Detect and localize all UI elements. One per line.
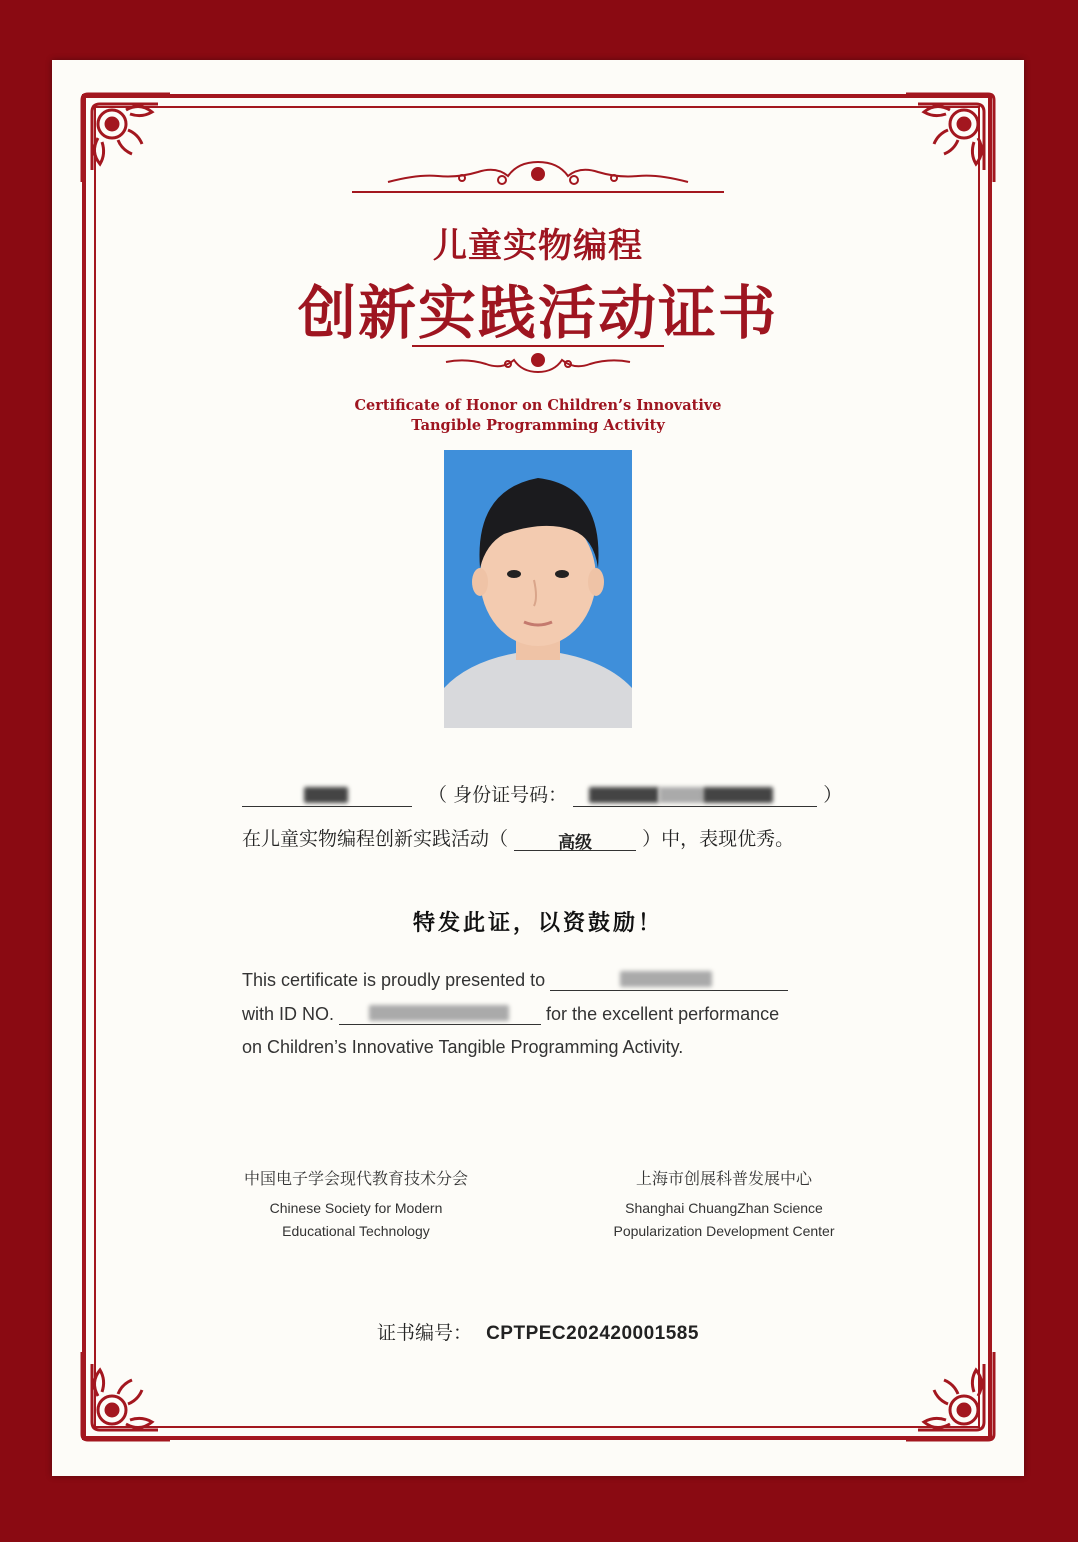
corner-ornament-icon [902,1348,998,1444]
english-name-field [550,968,788,991]
english-line-1 [242,968,842,991]
title-english-line-2: Tangible Programming Activity [411,417,665,434]
english-id-field [339,1002,541,1025]
english-performance: for the excellent performance [546,1004,780,1024]
english-line-2 [242,1002,842,1025]
activity-line [242,824,794,851]
slogan: 特发此证，以资鼓励！ [412,911,663,936]
issuer-right-en-1: Shanghai ChuangZhan Science [625,1200,823,1216]
title-flourish-icon [412,344,664,380]
activity-prefix: 在儿童实物编程创新实践活动（ [242,828,509,850]
certificate-number-label: 证书编号： [377,1322,473,1344]
issuer-left [212,1166,500,1243]
title-english [52,396,1024,436]
title-line-2: 创新实践活动证书 [297,279,778,347]
level-value: 高级 [558,833,593,853]
name-id-line [242,780,842,807]
english-presented-to: This certificate is proudly presented to [242,970,546,990]
id-label: （ 身份证号码： [428,784,568,806]
english-id-prefix: with ID NO. [242,1004,335,1024]
id-number-field [573,784,817,807]
issuer-left-en-2: Educational Technology [282,1223,430,1239]
corner-ornament-icon [78,1348,174,1444]
issuer-right-cn: 上海市创展科普发展中心 [635,1171,812,1188]
title-english-line-1: Certificate of Honor on Children’s Innovative [354,397,722,414]
title-line-1: 儿童实物编程 [433,226,643,266]
certificate-sheet [52,60,1024,1476]
corner-ornament-icon [78,90,174,186]
certificate-number: CPTPEC202420001585 [486,1323,699,1344]
activity-suffix: ）中，表现优秀。 [642,828,795,850]
issuer-left-cn: 中国电子学会现代教育技术分会 [243,1171,468,1188]
title-flourish-icon [352,156,724,196]
issuer-right [576,1166,872,1243]
recipient-name-field [242,784,412,807]
level-field [514,828,636,851]
corner-ornament-icon [902,90,998,186]
issuer-right-en-2: Popularization Development Center [613,1223,835,1239]
english-line-3: on Children’s Innovative Tangible Programming Activity. [242,1037,684,1057]
issuer-left-en-1: Chinese Society for Modern [269,1200,443,1216]
certificate-number-line [52,1318,1024,1345]
recipient-photo [444,450,632,728]
id-close: ） [823,784,843,806]
